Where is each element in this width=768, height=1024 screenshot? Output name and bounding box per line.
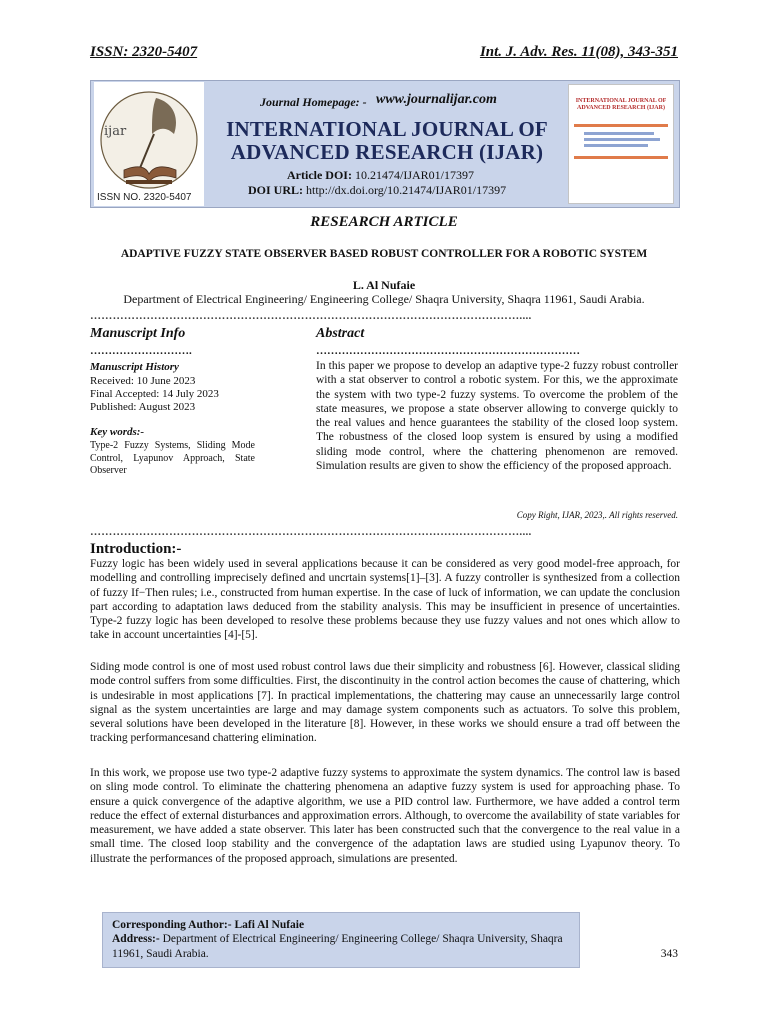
cover-line	[584, 144, 648, 147]
cover-title: INTERNATIONAL JOURNAL OF ADVANCED RESEARCH (IJAR)	[575, 98, 667, 111]
doi-url	[248, 183, 506, 198]
logo-issn: ISSN NO. 2320-5407	[97, 192, 192, 203]
citation-header: Int. J. Adv. Res. 11(08), 343-351	[479, 44, 678, 60]
received-date: Received: 10 June 2023	[90, 375, 196, 387]
issn-header: ISSN: 2320-5407	[90, 44, 198, 60]
cover-line	[584, 138, 660, 141]
address-text: Department of Electrical Engineering/ Engineering College/ Shaqra University, Shaqra 11961, Saudi Arabia.	[112, 933, 563, 960]
article-doi	[287, 168, 474, 183]
abstract-body: In this paper we propose to develop an adaptive type-2 fuzzy robust controller with a stat observer to control a robotic system. For this, we the approximate the system with two type-2 fuzzy systems. To overcome the problem of the state measures, we propose a state observer allowing to converge quickly to the real values and hence guarantees the stability of the closed loop system. The robustness of the closed loop system is ensured by using a modified sliding mode control, where the chattering phenomenon are removed. Simulation results are given to show the efficiency of the proposed approach.	[316, 360, 678, 473]
cover-line	[584, 132, 654, 135]
quill-book-logo-icon	[94, 82, 204, 206]
separator-dots: ……………………………………………………………………………………………………....	[90, 310, 532, 322]
doi-url-link[interactable]: http://dx.doi.org/10.21474/IJAR01/17397	[306, 183, 507, 197]
keywords-list: Type-2 Fuzzy Systems, Sliding Mode Control, Lyapunov Approach, State Observer	[90, 440, 255, 476]
separator-dots: ……………………………………………………………………………………………………....	[90, 526, 532, 538]
abstract-heading: Abstract	[316, 326, 365, 341]
final-accepted-date: Final Accepted: 14 July 2023	[90, 388, 219, 400]
article-doi-label: Article DOI:	[287, 168, 352, 182]
introduction-heading: Introduction:-	[90, 541, 182, 557]
published-date: Published: August 2023	[90, 401, 196, 413]
corresponding-address	[112, 932, 582, 961]
cover-rule	[574, 124, 668, 127]
page-number: 343	[660, 948, 678, 960]
homepage-label: Journal Homepage: -	[260, 95, 367, 109]
logo-text: ijar	[104, 124, 127, 139]
manuscript-history-heading: Manuscript History	[90, 361, 179, 373]
corresponding-author	[112, 918, 582, 961]
doi-url-label: DOI URL:	[248, 183, 304, 197]
journal-logo	[94, 82, 204, 206]
keywords-heading: Key words:-	[90, 426, 145, 438]
abstract-dots: ………………………………………………………………	[316, 345, 580, 357]
homepage-link[interactable]: www.journalijar.com	[376, 92, 497, 107]
manuscript-info-heading: Manuscript Info	[90, 326, 186, 341]
article-type: RESEARCH ARTICLE	[310, 214, 458, 230]
copyright-notice: Copy Right, IJAR, 2023,. All rights reserved.	[516, 510, 678, 520]
author-affiliation: Department of Electrical Engineering/ Engineering College/ Shaqra University, Shaqra 11961, Saudi Arabia.	[123, 292, 645, 306]
journal-name: INTERNATIONAL JOURNAL OF ADVANCED RESEARCH (IJAR)	[226, 117, 548, 164]
intro-paragraph-2: Siding mode control is one of most used robust control laws due their simplicity and robustness [6]. However, classical sliding mode control suffers from some difficulties. First, the discontinuity in the control action becomes the cause of chattering, which is undesirable in most applications [7]. In practical implementations, the chattering may cause an unnecessarily large control signal as the system uncertainties are large and may damage system components such as actuators. To solve this problem, several solutions have been developed in the literature [8]. However, in these works we should ensure a trad off between the tracking performancesand chattering elimination.	[90, 661, 680, 745]
manuscript-info-dots: ……………………….	[90, 345, 192, 357]
paper-title: ADAPTIVE FUZZY STATE OBSERVER BASED ROBUST CONTROLLER FOR A ROBOTIC SYSTEM	[120, 248, 648, 260]
intro-paragraph-1: Fuzzy logic has been widely used in several applications because it can be considered as very good model-free approach, for modelling and controlling imprecisely defined and uncrtain systems[1]–[3]. A fuzzy controller is synthesized from a collection of fuzzy If−Then rules; i.e., constructed from human expertise. In the case of luck of information, we can update the conclusion part according to adaptation laws deduced from the stability analysis. This may be insufficient in presence of uncertainties. Type-2 fuzzy logic has been developed to resolve these problems because they use fuzzy values and not ones which allow to take in account uncertainties [4]-[5].	[90, 558, 680, 642]
address-label: Address:-	[112, 933, 160, 946]
cover-rule	[574, 156, 668, 159]
intro-paragraph-3: In this work, we propose use two type-2 adaptive fuzzy systems to approximate the system dynamics. The control law is based on sling mode control. To eliminate the chattering phenomena an adaptive fuzzy system is used for approaching phase. To ensure a quick convergence of the adaptive algorithm, we use a PID control law. Furthermore, we have added a control term reduce the effect of external disturbances and approximation errors. Although, to overcome the availability of state variables for measurement, we have added a state observer. This later has been constructed such that the convergence to the real value in a small time. The closed loop stability and the convergence of the adaptation laws are studied using Lyapunov theory. To illustrate the performances of the proposed approach, simulations are presented.	[90, 767, 680, 865]
author-name: L. Al Nufaie	[352, 278, 416, 292]
article-doi-value: 10.21474/IJAR01/17397	[354, 168, 474, 182]
corresponding-author-label: Corresponding Author:- Lafi Al Nufaie	[112, 919, 305, 931]
